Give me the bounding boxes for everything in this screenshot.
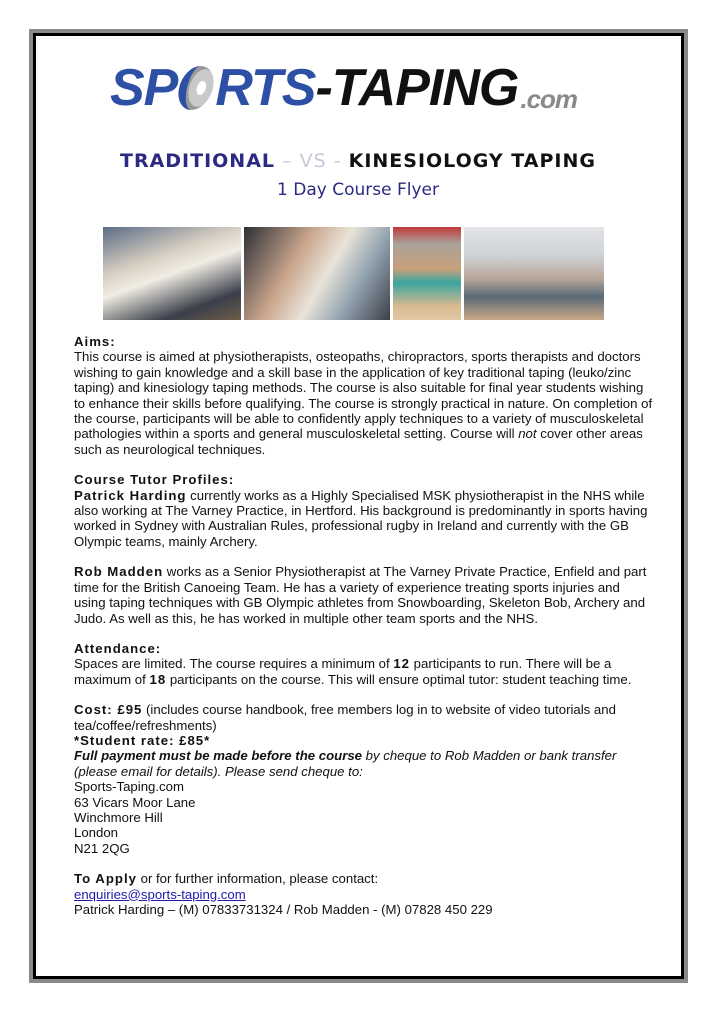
attendance-text-2: participants to run. There will be a maximum of <box>74 656 612 687</box>
tutor-bio: currently works as a Highly Specialised MSK physiotherapist in the NHS while also working at The Varney Practice, in Hertford. His background is predominantly in sports having worked in Sydney with Australian Rules, professional rugby in Ireland and currently with the GB Olympic teams, mainly Archery. <box>74 487 648 549</box>
address-line: Sports-Taping.com <box>74 779 184 795</box>
tutor-name: Patrick Harding <box>74 487 187 503</box>
address-line: N21 2QG <box>74 840 130 856</box>
attendance-minimum: 12 <box>393 656 410 672</box>
photo-strip <box>103 227 604 320</box>
attendance-text-1: Spaces are limited. The course requires a minimum of <box>74 656 394 672</box>
tutor-name: Rob Madden <box>74 564 164 580</box>
address-line: Winchmore Hill <box>74 809 163 825</box>
logo-taping: -TAPING <box>315 59 519 117</box>
address-line: 63 Vicars Moor Lane <box>74 794 196 810</box>
flyer-body <box>74 334 654 917</box>
tape-roll-icon <box>175 66 218 110</box>
apply-heading: To Apply <box>74 871 137 887</box>
payment-text <box>74 748 654 779</box>
sports-taping-logo <box>110 58 610 117</box>
cost-includes: (includes course handbook, free members log in to website of video tutorials and tea/coffee/refreshments) <box>74 702 616 733</box>
logo-sports-part2: RTS <box>215 59 316 117</box>
student-rate: *Student rate: £85* <box>74 732 211 748</box>
attendance-text <box>74 656 654 687</box>
contact-phones: Patrick Harding – (M) 07833731324 / Rob Madden - (M) 07828 450 229 <box>74 902 493 917</box>
tutor-bio: works as a Senior Physiotherapist at The Varney Private Practice, Enfield and part time for the British Canoeing Team. He has a variety of experience treating sports injuries and using taping techniques with GB Olympic athletes from Snowboarding, Skeleton Bob, Archery and Judo. As well as this, he has worked in multiple other team sports and the NHS. <box>74 564 647 626</box>
logo-dotcom: .com <box>520 84 578 114</box>
flyer-title <box>0 150 716 172</box>
attendance-heading: Attendance: <box>74 640 162 656</box>
aims-heading: Aims: <box>74 334 116 349</box>
attendance-maximum: 18 <box>149 671 167 687</box>
photo-ankle-taping <box>103 227 241 320</box>
tutor-profile-madden <box>74 564 654 626</box>
aims-text-not: not <box>518 426 537 442</box>
flyer-subtitle: 1 Day Course Flyer <box>277 180 439 200</box>
apply-text <box>74 871 654 886</box>
tutor-profile-harding <box>74 488 654 550</box>
aims-text-main: This course is aimed at physiotherapists, osteopaths, chiropractors, sports therapists and doctors wishing to gain knowledge and a skill base in the application of key traditional taping (leuko/zinc taping) and kinesiology taping methods. The course is also suitable for final year students wishing to enhance their skills before qualifying. The course is strongly practical in nature. On completion of the course, participants will be able to confidently apply techniques to a variety of musculoskeletal pathologies within a sports and general musculoskeletal setting. Course will <box>74 349 653 442</box>
logo-sports-part1: SP <box>110 59 178 117</box>
payment-bold: Full payment must be made before the course <box>74 748 362 764</box>
title-kinesiology: KINESIOLOGY TAPING <box>348 150 596 172</box>
title-traditional: TRADITIONAL <box>119 150 276 172</box>
attendance-text-3: participants on the course. This will ensure optimal tutor: student teaching time. <box>166 671 632 687</box>
title-vs: – VS - <box>275 150 349 172</box>
payment-rest: by cheque to Rob Madden or bank transfer (please email for details). Please send cheque to: <box>74 748 617 779</box>
photo-kinesiology-legs <box>393 227 461 320</box>
photo-group-demo <box>464 227 604 320</box>
apply-instructions: or for further information, please contact: <box>136 871 379 887</box>
aims-text-end: cover other areas such as neurological techniques. <box>74 426 643 457</box>
aims-text <box>74 349 654 457</box>
cost-text <box>74 702 654 733</box>
enquiries-email-link[interactable]: enquiries@sports-taping.com <box>74 886 246 902</box>
address-line: London <box>74 825 119 841</box>
photo-wrist-taping <box>244 227 390 320</box>
cost-label: Cost: £95 <box>74 702 143 718</box>
tutors-heading: Course Tutor Profiles: <box>74 472 235 488</box>
